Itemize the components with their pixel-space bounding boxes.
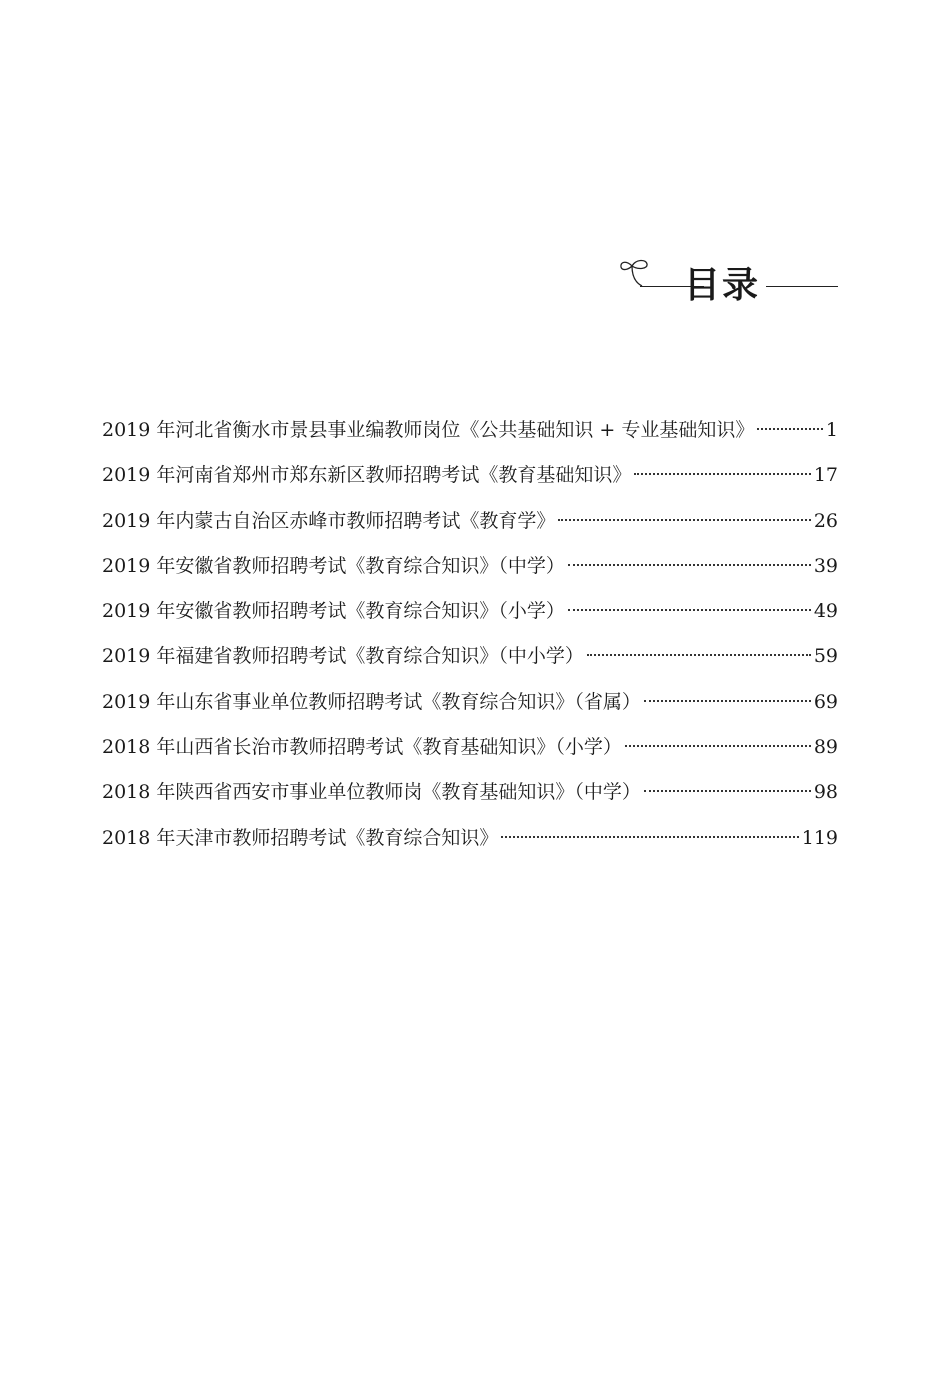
toc-entry-page: 89	[813, 736, 838, 759]
toc-entry-title: 2019 年安徽省教师招聘考试《教育综合知识》（中学）	[102, 554, 565, 577]
toc-entry-page: 1	[825, 419, 838, 441]
dot-leader	[644, 790, 811, 792]
toc-entry[interactable]	[102, 461, 838, 506]
dot-leader	[501, 836, 798, 838]
toc-entry-title: 2018 年山西省长治市教师招聘考试《教育基础知识》（小学）	[102, 736, 622, 759]
toc-entry-title: 2019 年河南省郑州市郑东新区教师招聘考试《教育基础知识》	[102, 464, 632, 487]
toc-entry-page: 69	[813, 690, 838, 713]
toc-entry-page: 98	[813, 781, 838, 804]
toc-heading	[618, 256, 840, 312]
toc-entry-page: 119	[801, 826, 838, 849]
dot-leader	[587, 654, 811, 656]
toc-entry-title: 2019 年福建省教师招聘考试《教育综合知识》（中小学）	[102, 645, 584, 668]
heading-rule-right	[766, 286, 838, 287]
dot-leader	[625, 745, 811, 747]
toc-entry-title: 2019 年河北省衡水市景县事业编教师岗位《公共基础知识 + 专业基础知识》	[102, 419, 755, 441]
toc-entry-title: 2018 年天津市教师招聘考试《教育综合知识》	[102, 826, 499, 849]
toc-entry-page: 26	[813, 509, 838, 532]
toc-entry[interactable]	[102, 642, 838, 687]
dot-leader	[644, 700, 811, 702]
toc-entry[interactable]	[102, 778, 838, 823]
toc-entry-page: 39	[813, 554, 838, 577]
dot-leader	[568, 564, 811, 566]
dot-leader	[757, 428, 823, 430]
toc-entry-title: 2019 年安徽省教师招聘考试《教育综合知识》（小学）	[102, 600, 565, 623]
dot-leader	[558, 519, 810, 521]
toc-entry[interactable]	[102, 597, 838, 642]
dot-leader	[634, 473, 810, 475]
toc-entry[interactable]	[102, 733, 838, 778]
toc-entry-page: 59	[813, 645, 838, 668]
toc-entry[interactable]	[102, 416, 838, 461]
toc-entry[interactable]	[102, 552, 838, 597]
toc-entry-page: 49	[813, 600, 838, 623]
toc-entry-title: 2018 年陕西省西安市事业单位教师岗《教育基础知识》（中学）	[102, 781, 641, 804]
toc-entry[interactable]	[102, 507, 838, 552]
sprout-icon	[618, 256, 658, 288]
toc-list	[102, 416, 838, 869]
toc-entry-title: 2019 年内蒙古自治区赤峰市教师招聘考试《教育学》	[102, 509, 556, 532]
toc-entry-page: 17	[813, 464, 838, 487]
toc-entry-title: 2019 年山东省事业单位教师招聘考试《教育综合知识》（省属）	[102, 690, 641, 713]
toc-entry[interactable]	[102, 824, 838, 869]
page-title: 目录	[684, 265, 761, 306]
toc-entry[interactable]	[102, 688, 838, 733]
dot-leader	[568, 609, 811, 611]
